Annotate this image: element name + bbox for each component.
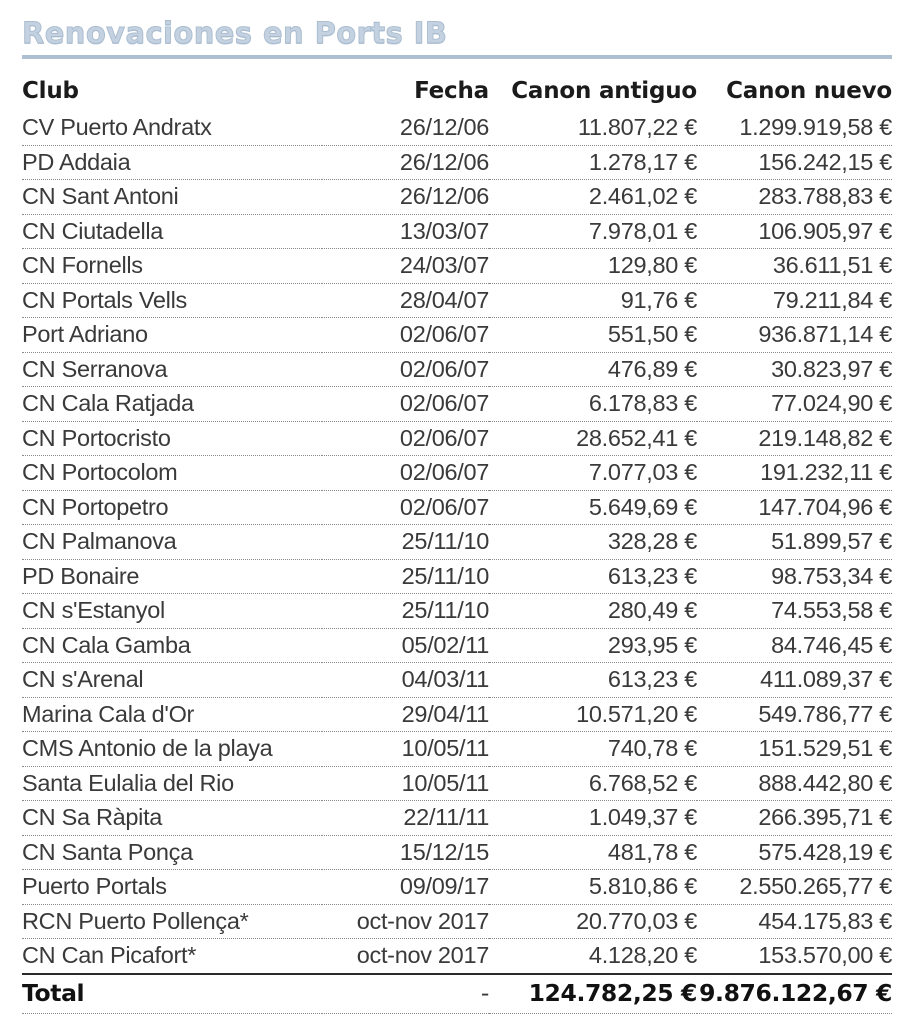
table-row xyxy=(22,249,892,284)
cell-fecha: 22/11/11 xyxy=(322,801,489,836)
cell-fecha: 09/09/17 xyxy=(322,870,489,905)
cell-fecha: 13/03/07 xyxy=(322,214,489,249)
total-cell-fecha: - xyxy=(322,974,489,1014)
cell-club: CN Sant Antoni xyxy=(22,180,322,215)
cell-canon-nuevo: 147.704,96 € xyxy=(697,490,892,525)
table-body xyxy=(22,111,892,1013)
cell-fecha: 26/12/06 xyxy=(322,145,489,180)
table-row xyxy=(22,283,892,318)
cell-canon-nuevo: 936.871,14 € xyxy=(697,318,892,353)
table-header xyxy=(22,78,892,111)
cell-canon-nuevo: 98.753,34 € xyxy=(697,559,892,594)
cell-fecha: 05/02/11 xyxy=(322,628,489,663)
cell-canon-antiguo: 91,76 € xyxy=(489,283,697,318)
cell-fecha: 10/05/11 xyxy=(322,732,489,767)
total-cell-canon-nuevo: 9.876.122,67 € xyxy=(697,974,892,1014)
cell-fecha: 26/12/06 xyxy=(322,180,489,215)
cell-canon-nuevo: 1.299.919,58 € xyxy=(697,111,892,145)
cell-canon-nuevo: 191.232,11 € xyxy=(697,456,892,491)
table-row xyxy=(22,628,892,663)
table-row xyxy=(22,111,892,145)
cell-canon-antiguo: 481,78 € xyxy=(489,835,697,870)
table-row xyxy=(22,870,892,905)
cell-canon-nuevo: 74.553,58 € xyxy=(697,594,892,629)
cell-canon-nuevo: 84.746,45 € xyxy=(697,628,892,663)
table-row xyxy=(22,766,892,801)
cell-club: CN Fornells xyxy=(22,249,322,284)
cell-canon-nuevo: 454.175,83 € xyxy=(697,904,892,939)
cell-canon-antiguo: 4.128,20 € xyxy=(489,939,697,974)
cell-canon-antiguo: 6.178,83 € xyxy=(489,387,697,422)
cell-club: Marina Cala d'Or xyxy=(22,697,322,732)
table-row xyxy=(22,318,892,353)
cell-club: CN Portocolom xyxy=(22,456,322,491)
cell-canon-nuevo: 219.148,82 € xyxy=(697,421,892,456)
cell-canon-nuevo: 156.242,15 € xyxy=(697,145,892,180)
cell-canon-antiguo: 10.571,20 € xyxy=(489,697,697,732)
page-title: Renovaciones en Ports IB xyxy=(22,16,448,50)
cell-canon-antiguo: 551,50 € xyxy=(489,318,697,353)
cell-fecha: 02/06/07 xyxy=(322,318,489,353)
cell-fecha: 25/11/10 xyxy=(322,559,489,594)
cell-fecha: 15/12/15 xyxy=(322,835,489,870)
cell-canon-nuevo: 77.024,90 € xyxy=(697,387,892,422)
cell-fecha: 26/12/06 xyxy=(322,111,489,145)
cell-club: CN Cala Gamba xyxy=(22,628,322,663)
title-underline-rule xyxy=(22,55,892,59)
table-total-row xyxy=(22,974,892,1014)
cell-canon-antiguo: 1.049,37 € xyxy=(489,801,697,836)
cell-club: CN Serranova xyxy=(22,352,322,387)
cell-canon-antiguo: 740,78 € xyxy=(489,732,697,767)
cell-canon-antiguo: 476,89 € xyxy=(489,352,697,387)
cell-canon-nuevo: 36.611,51 € xyxy=(697,249,892,284)
renovaciones-table xyxy=(22,78,892,1014)
cell-club: CN Portals Vells xyxy=(22,283,322,318)
cell-canon-antiguo: 5.810,86 € xyxy=(489,870,697,905)
cell-canon-antiguo: 129,80 € xyxy=(489,249,697,284)
cell-fecha: 25/11/10 xyxy=(322,525,489,560)
table-row xyxy=(22,456,892,491)
table-row xyxy=(22,732,892,767)
cell-fecha: 04/03/11 xyxy=(322,663,489,698)
total-cell-canon-antiguo: 124.782,25 € xyxy=(489,974,697,1014)
cell-fecha: 02/06/07 xyxy=(322,387,489,422)
table-row xyxy=(22,490,892,525)
table-row xyxy=(22,835,892,870)
table-row xyxy=(22,801,892,836)
column-header-canon-nuevo: Canon nuevo xyxy=(726,78,892,104)
cell-club: RCN Puerto Pollença* xyxy=(22,904,322,939)
total-cell-club: Total xyxy=(22,974,322,1014)
cell-fecha: 02/06/07 xyxy=(322,456,489,491)
cell-fecha: 10/05/11 xyxy=(322,766,489,801)
cell-club: CN Sa Ràpita xyxy=(22,801,322,836)
cell-fecha: 24/03/07 xyxy=(322,249,489,284)
cell-canon-nuevo: 51.899,57 € xyxy=(697,525,892,560)
cell-club: Puerto Portals xyxy=(22,870,322,905)
cell-club: Port Adriano xyxy=(22,318,322,353)
cell-club: CN s'Arenal xyxy=(22,663,322,698)
column-header-canon-antiguo: Canon antiguo xyxy=(511,78,697,104)
table-row xyxy=(22,559,892,594)
cell-canon-nuevo: 151.529,51 € xyxy=(697,732,892,767)
cell-club: CN Portopetro xyxy=(22,490,322,525)
table-row xyxy=(22,421,892,456)
cell-fecha: 02/06/07 xyxy=(322,490,489,525)
column-header-fecha: Fecha xyxy=(414,78,489,104)
cell-club: CN Ciutadella xyxy=(22,214,322,249)
table-container xyxy=(22,78,892,1014)
cell-club: CN Santa Ponça xyxy=(22,835,322,870)
cell-club: CMS Antonio de la playa xyxy=(22,732,322,767)
table-row xyxy=(22,145,892,180)
cell-fecha: oct-nov 2017 xyxy=(322,904,489,939)
cell-club: PD Bonaire xyxy=(22,559,322,594)
table-row xyxy=(22,904,892,939)
table-row xyxy=(22,663,892,698)
cell-club: CV Puerto Andratx xyxy=(22,111,322,145)
cell-fecha: 02/06/07 xyxy=(322,352,489,387)
cell-fecha: 28/04/07 xyxy=(322,283,489,318)
cell-canon-antiguo: 7.978,01 € xyxy=(489,214,697,249)
cell-canon-antiguo: 28.652,41 € xyxy=(489,421,697,456)
cell-fecha: oct-nov 2017 xyxy=(322,939,489,974)
cell-canon-nuevo: 575.428,19 € xyxy=(697,835,892,870)
table-header-row xyxy=(22,78,892,111)
cell-canon-antiguo: 11.807,22 € xyxy=(489,111,697,145)
cell-canon-nuevo: 79.211,84 € xyxy=(697,283,892,318)
cell-fecha: 29/04/11 xyxy=(322,697,489,732)
cell-canon-antiguo: 1.278,17 € xyxy=(489,145,697,180)
cell-club: CN Cala Ratjada xyxy=(22,387,322,422)
cell-canon-nuevo: 106.905,97 € xyxy=(697,214,892,249)
cell-canon-antiguo: 7.077,03 € xyxy=(489,456,697,491)
table-row xyxy=(22,939,892,974)
cell-canon-antiguo: 328,28 € xyxy=(489,525,697,560)
cell-canon-antiguo: 613,23 € xyxy=(489,559,697,594)
cell-canon-nuevo: 549.786,77 € xyxy=(697,697,892,732)
cell-canon-nuevo: 30.823,97 € xyxy=(697,352,892,387)
cell-club: CN s'Estanyol xyxy=(22,594,322,629)
cell-canon-nuevo: 283.788,83 € xyxy=(697,180,892,215)
column-header-club: Club xyxy=(22,78,79,104)
table-row xyxy=(22,214,892,249)
cell-fecha: 25/11/10 xyxy=(322,594,489,629)
cell-canon-nuevo: 2.550.265,77 € xyxy=(697,870,892,905)
cell-canon-antiguo: 6.768,52 € xyxy=(489,766,697,801)
table-row xyxy=(22,352,892,387)
cell-club: Santa Eulalia del Rio xyxy=(22,766,322,801)
table-row xyxy=(22,594,892,629)
cell-canon-nuevo: 266.395,71 € xyxy=(697,801,892,836)
cell-club: PD Addaia xyxy=(22,145,322,180)
cell-club: CN Palmanova xyxy=(22,525,322,560)
table-row xyxy=(22,525,892,560)
table-row xyxy=(22,180,892,215)
cell-canon-antiguo: 613,23 € xyxy=(489,663,697,698)
cell-canon-antiguo: 280,49 € xyxy=(489,594,697,629)
cell-fecha: 02/06/07 xyxy=(322,421,489,456)
cell-club: CN Can Picafort* xyxy=(22,939,322,974)
table-row xyxy=(22,697,892,732)
cell-canon-antiguo: 5.649,69 € xyxy=(489,490,697,525)
cell-club: CN Portocristo xyxy=(22,421,322,456)
cell-canon-antiguo: 2.461,02 € xyxy=(489,180,697,215)
cell-canon-nuevo: 153.570,00 € xyxy=(697,939,892,974)
cell-canon-antiguo: 293,95 € xyxy=(489,628,697,663)
table-row xyxy=(22,387,892,422)
cell-canon-nuevo: 888.442,80 € xyxy=(697,766,892,801)
cell-canon-nuevo: 411.089,37 € xyxy=(697,663,892,698)
cell-canon-antiguo: 20.770,03 € xyxy=(489,904,697,939)
title-block xyxy=(22,0,892,59)
